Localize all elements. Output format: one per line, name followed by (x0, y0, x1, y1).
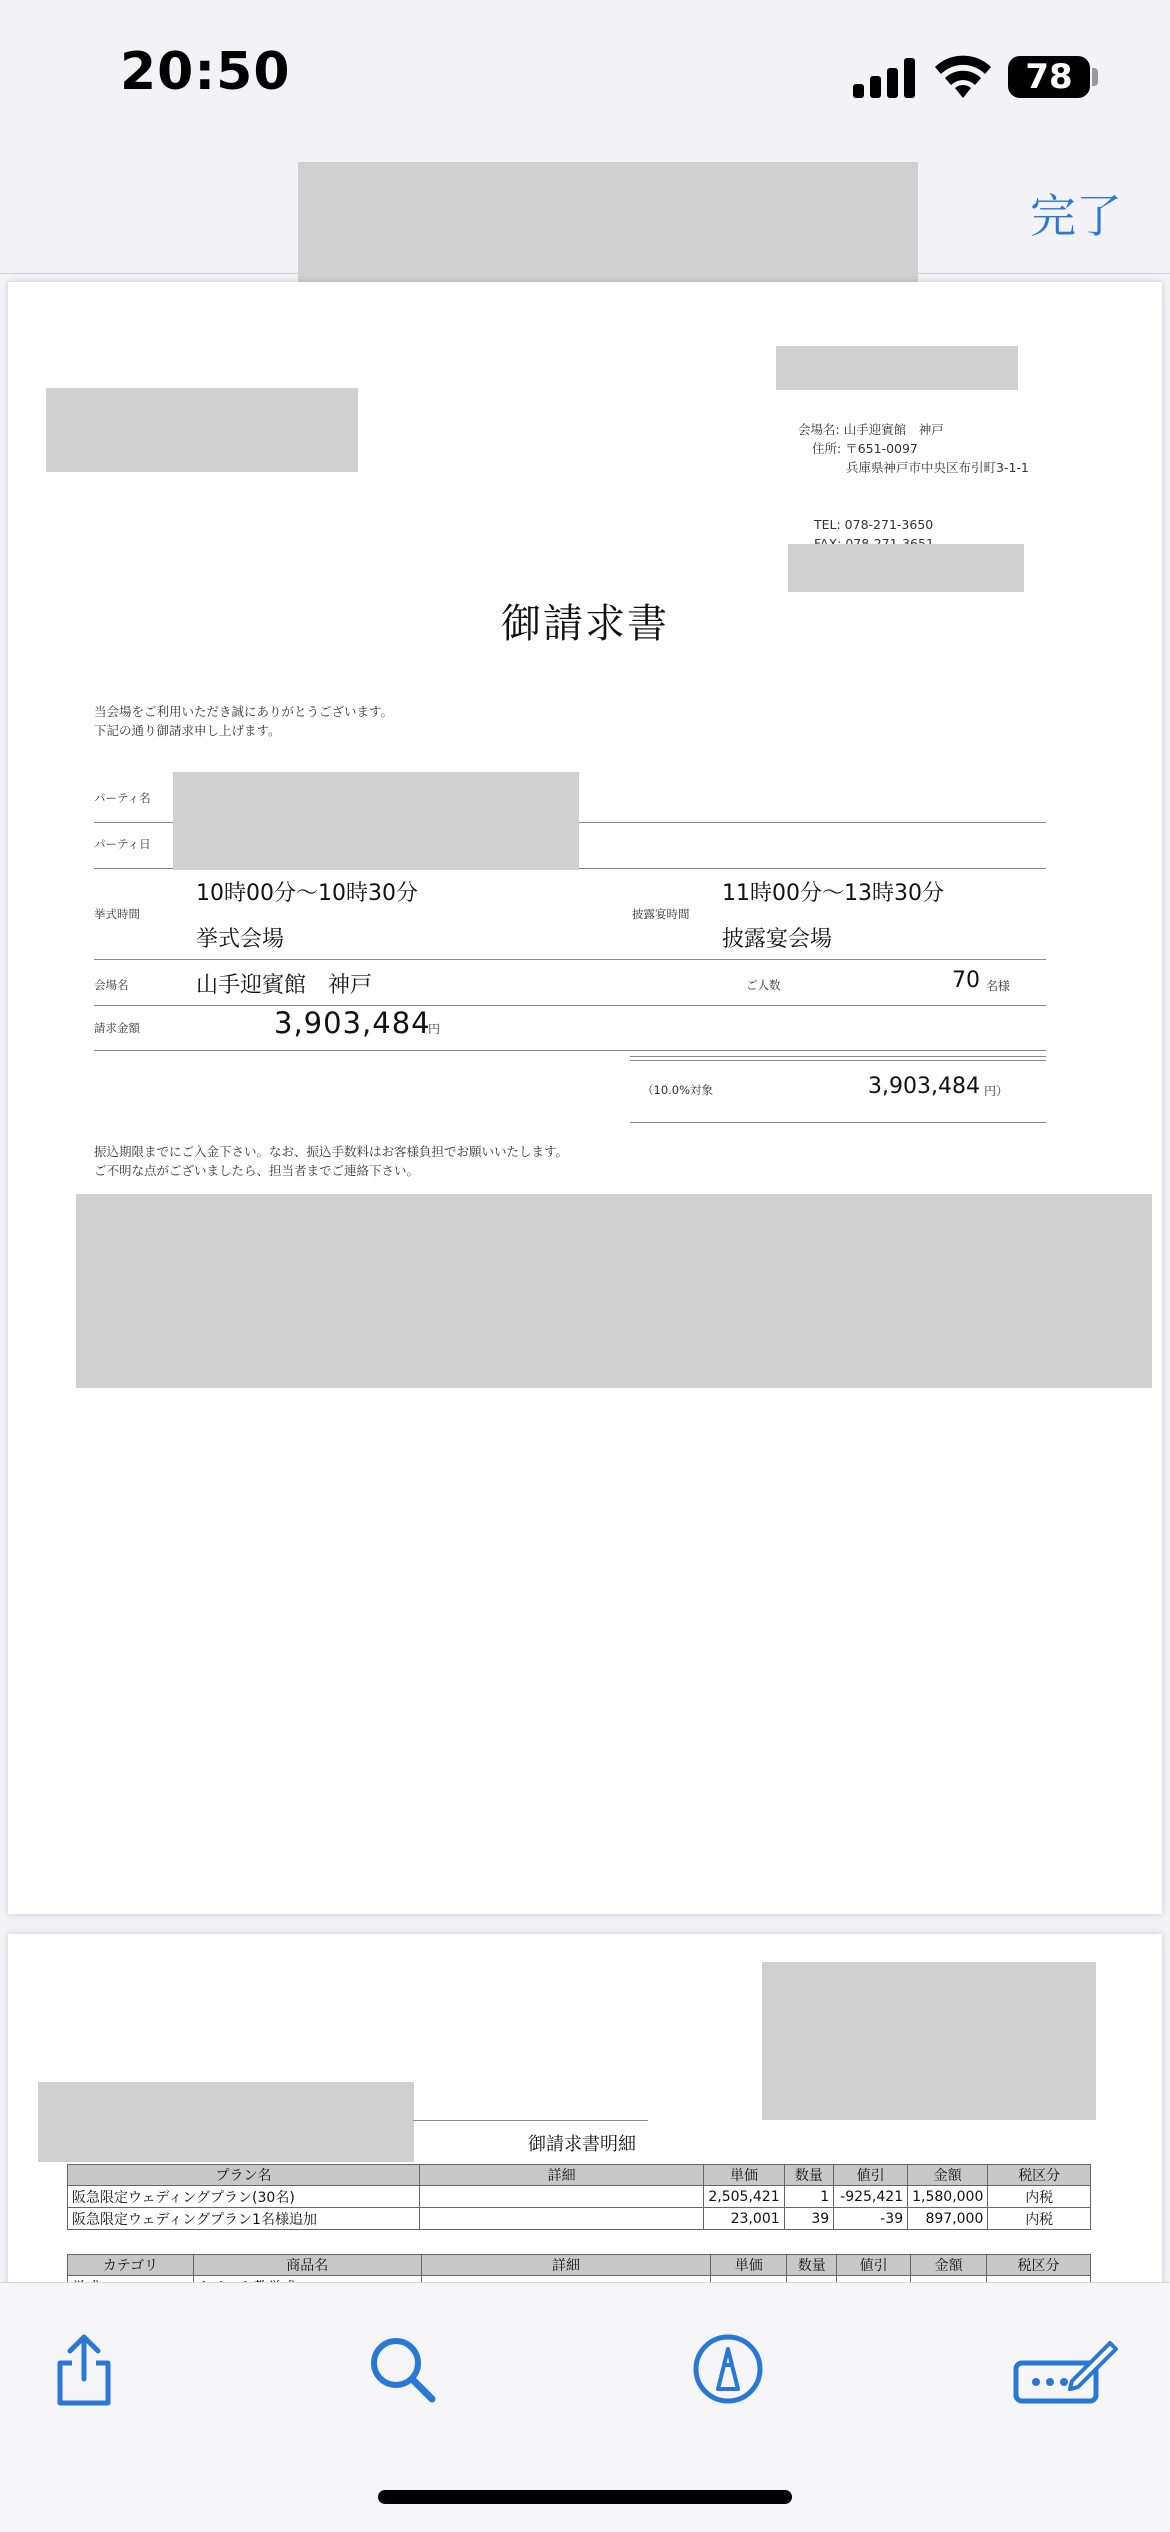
billing-label: 請求金額 (94, 1021, 140, 1035)
tax-amount: 3,903,484 (868, 1074, 980, 1099)
col-header: 詳細 (421, 2255, 711, 2276)
nav-bar (0, 150, 1170, 274)
divider (94, 1050, 1046, 1051)
divider (630, 1060, 1046, 1061)
plan-amount: 897,000 (908, 2208, 988, 2230)
payment-note (94, 1142, 568, 1180)
col-header: 税区分 (987, 2255, 1091, 2276)
table-header-row (68, 2165, 1091, 2186)
divider (630, 1122, 1046, 1123)
search-icon[interactable] (362, 2329, 442, 2409)
col-header: 単価 (711, 2255, 787, 2276)
plan-table (67, 2164, 1091, 2230)
venue-value: 山手迎賓館 神戸 (196, 973, 373, 998)
reception-time-label: 披露宴時間 (632, 907, 690, 921)
plan-tax: 内税 (988, 2208, 1091, 2230)
greeting (94, 702, 393, 740)
redacted-document-title (298, 162, 918, 290)
ceremony-time: 10時00分～10時30分 (196, 881, 418, 906)
redacted-block (38, 2082, 414, 2162)
reception-place: 披露宴会場 (722, 927, 833, 952)
guests-unit: 名様 (986, 979, 1011, 993)
postal-code: 〒651-0097 (845, 441, 918, 456)
table-header-row (68, 2255, 1091, 2276)
col-header: 詳細 (419, 2165, 703, 2186)
document-title: 御請求書 (501, 601, 669, 647)
plan-price: 2,505,421 (704, 2186, 784, 2208)
col-header: 金額 (908, 2165, 988, 2186)
redacted-block (788, 544, 1024, 592)
tax-unit: 円） (984, 1084, 1009, 1098)
status-time: 20:50 (120, 42, 291, 102)
note-line-1: 振込期限までにご入金下さい。なお、振込手数料はお客様負担でお願いいたします。 (94, 1144, 569, 1159)
ceremony-time-label: 挙式時間 (94, 907, 140, 921)
venue-name-label: 会場名: (798, 422, 840, 437)
markup-icon[interactable] (688, 2329, 768, 2409)
note-line-2: ご不明な点がございましたら、担当者までご連絡下さい。 (94, 1163, 420, 1178)
col-header: 数量 (787, 2255, 837, 2276)
divider (94, 959, 1046, 960)
col-header: カテゴリ (68, 2255, 194, 2276)
col-header: 商品名 (193, 2255, 421, 2276)
signature-icon[interactable] (1010, 2329, 1120, 2409)
col-header: 単価 (704, 2165, 784, 2186)
plan-discount: -39 (834, 2208, 908, 2230)
tax-label: （10.0%対象 (642, 1083, 714, 1097)
redacted-block (776, 346, 1018, 390)
done-button[interactable]: 完了 (1030, 189, 1122, 243)
plan-qty: 1 (784, 2186, 834, 2208)
guests-label: ご人数 (746, 978, 781, 992)
plan-detail (419, 2186, 703, 2208)
tel: TEL: 078-271-3650 (814, 517, 934, 532)
plan-discount: -925,421 (834, 2186, 908, 2208)
col-header: 金額 (911, 2255, 987, 2276)
billing-amount: 3,903,484 (274, 1006, 431, 1040)
invoice-page-1 (8, 282, 1162, 1914)
plan-name: 阪急限定ウェディングプラン1名様追加 (68, 2208, 420, 2230)
redacted-block (46, 388, 358, 472)
col-header: 数量 (784, 2165, 834, 2186)
redacted-party-details (173, 772, 579, 870)
venue-info (798, 420, 1029, 553)
party-name-label: パーティ名 (94, 791, 151, 805)
plan-tax: 内税 (988, 2186, 1091, 2208)
col-header: プラン名 (68, 2165, 420, 2186)
divider (413, 2120, 648, 2121)
plan-amount: 1,580,000 (908, 2186, 988, 2208)
billing-yen: 円 (428, 1022, 441, 1036)
col-header: 税区分 (988, 2165, 1091, 2186)
plan-qty: 39 (784, 2208, 834, 2230)
battery-tip (1092, 68, 1098, 86)
greeting-line-1: 当会場をご利用いただき誠にありがとうございます。 (94, 704, 394, 719)
redacted-block (762, 1962, 1096, 2120)
divider (94, 1005, 1046, 1006)
battery-icon: 78 (1008, 56, 1090, 98)
greeting-line-2: 下記の通り御請求申し上げます。 (94, 723, 281, 738)
home-indicator (378, 2490, 792, 2504)
col-header: 値引 (834, 2165, 908, 2186)
col-header: 値引 (837, 2255, 911, 2276)
detail-title: 御請求書明細 (528, 2134, 636, 2155)
cellular-signal-icon (853, 58, 915, 98)
divider (630, 1056, 1046, 1057)
venue-label: 会場名 (94, 978, 129, 992)
redacted-bank-info (76, 1194, 1152, 1388)
guests-value: 70 (952, 968, 980, 993)
wifi-icon (935, 54, 991, 98)
share-icon[interactable] (44, 2329, 124, 2409)
reception-time: 11時00分～13時30分 (722, 881, 944, 906)
party-date-label: パーティ日 (94, 837, 151, 851)
plan-detail (419, 2208, 703, 2230)
plan-name: 阪急限定ウェディングプラン(30名) (68, 2186, 420, 2208)
table-row (68, 2208, 1091, 2230)
status-bar (0, 0, 1170, 150)
table-row (68, 2186, 1091, 2208)
address: 兵庫県神戸市中央区布引町3-1-1 (846, 460, 1029, 475)
plan-price: 23,001 (704, 2208, 784, 2230)
address-label: 住所: (812, 441, 842, 456)
venue-name: 山手迎賓館 神戸 (843, 422, 944, 437)
ceremony-place: 挙式会場 (196, 927, 285, 952)
